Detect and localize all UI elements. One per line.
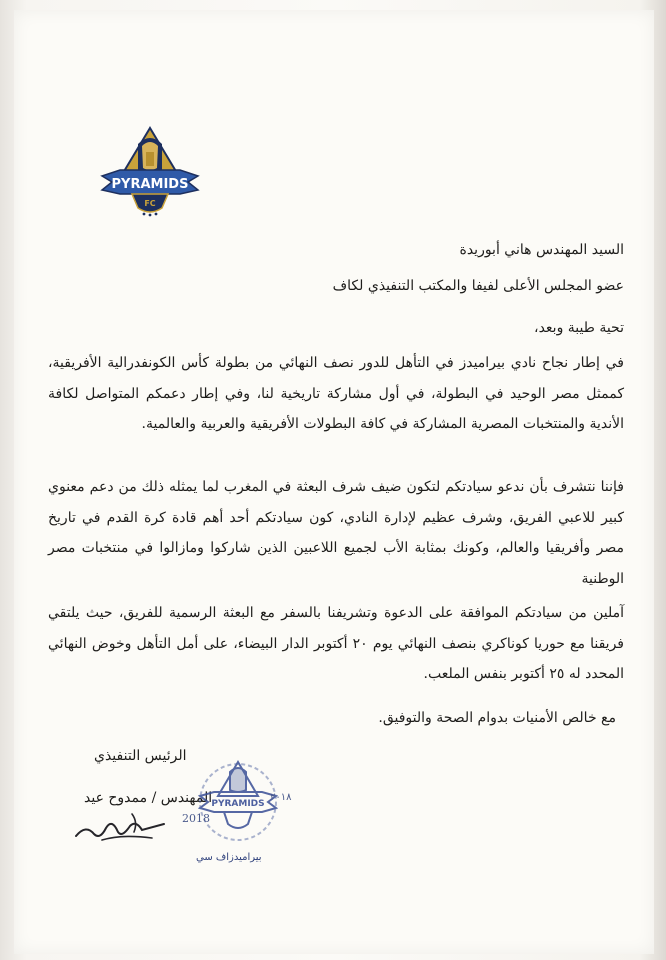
logo-badge: FC (144, 199, 156, 208)
addressee-title: عضو المجلس الأعلى لفيفا والمكتب التنفيذي لكاف (332, 278, 624, 294)
stamp-year-ar: ٢٠١٨ (270, 792, 292, 803)
signatory-title: الرئيس التنفيذي (94, 748, 187, 764)
stamp-caption: بيراميدزاف سي (196, 852, 262, 863)
club-stamp (198, 756, 278, 842)
stamp-wordmark: PYRAMIDS (211, 799, 265, 809)
addressee-name: السيد المهندس هاني أبوريدة (459, 242, 624, 258)
signatory-name: المهندس / ممدوح عيد (84, 790, 213, 806)
paragraph-2: فإننا نتشرف بأن ندعو سيادتكم لتكون ضيف شرف البعثة في المغرب لما يمثله ذلك من دعم معنوي كبير للاعبي الفريق، وشرف عظيم لإدارة النادي، كون سيادتكم أحد أهم قادة كرة القدم في تاريخ مصر وأفريقيا والعالم، وكونك بمثابة الأب لجميع اللاعبين الذين شاركوا ومازالوا في منتخبات مصر الوطنية (48, 479, 624, 587)
greeting: تحية طيبة وبعد، (534, 320, 624, 336)
paragraph-3: آملين من سيادتكم الموافقة على الدعوة وتشريفنا بالسفر مع البعثة الرسمية للفريق، حيث يلتقي فريقنا مع حوريا كوناكري بنصف النهائي يوم ٢٠ أكتوبر الدار البيضاء، على أمل التأهل وخوض النهائي المحدد له ٢٥ أكتوبر بنفس الملعب. (48, 605, 624, 683)
handwritten-signature (72, 806, 168, 846)
closing: مع خالص الأمنيات بدوام الصحة والتوفيق. (378, 710, 616, 726)
stamp-year-en: 2018 (182, 812, 210, 825)
logo-wordmark: PYRAMIDS (111, 177, 189, 192)
paragraph-1: في إطار نجاح نادي بيراميدز في التأهل للدور نصف النهائي من بطولة كأس الكونفدرالية الأفريقية، كممثل مصر الوحيد في البطولة، في أول مشاركة تاريخية لنا، وفي إطار دعمكم المتواصل لكافة الأندية والمنتخبات المصرية المشاركة في كافة البطولات الأفريقية والعربية والعالمية. (48, 355, 624, 433)
